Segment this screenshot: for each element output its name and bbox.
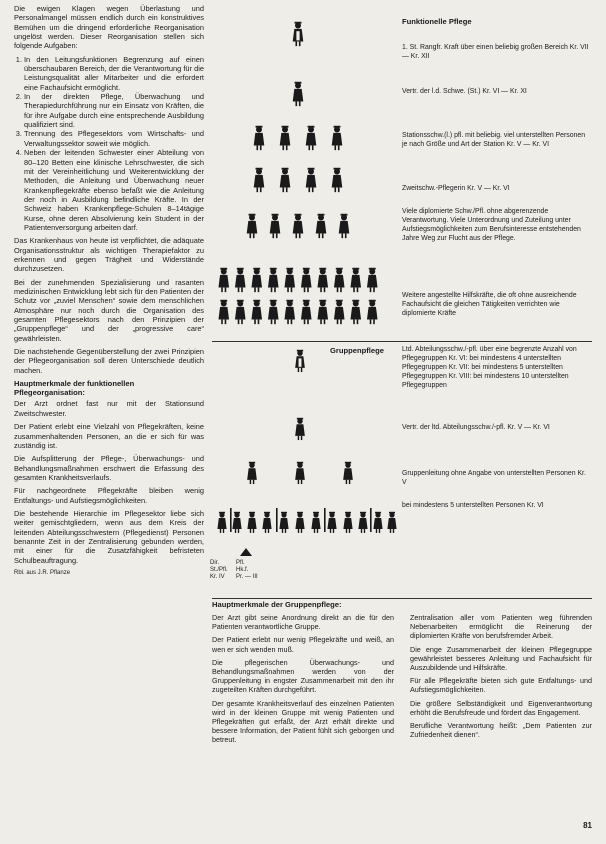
nurse-figure-icon — [247, 214, 258, 238]
nurse-figure-icon — [293, 22, 304, 46]
nurse-figure-icon — [284, 268, 295, 292]
task-item: 4. Neben der leitenden Schwester einer Abteilung von 80–120 Betten eine klinische Lehrschwester, die sich mit der Vereinheitlichung und Weiterentwicklung der Methoden, die Anleitung und Überwachung neuer Krankenpflegekräfte ebenso befaßt wie die Anleitung der noch in Ausbildung befindliche Kräfte. In der Schweiz haben Krankenpflege-Schulen 8–14tägige Kurse, ohne deren Absolvierung kein Student in der Patientenversorgung arbeiten darf. — [24, 148, 204, 232]
nurse-figure-icon — [279, 512, 288, 533]
nurse-figure-icon — [387, 512, 396, 533]
nurse-figure-icon — [295, 462, 305, 484]
group-level-1: Ltd. Abteilungsschw./-pfl. über eine begrenzte Anzahl von Pflegegruppen Kr. VI: bei mindestens 4 unterstellten Pflegegruppen Kr. VII: bei mindestens 5 unterstellten Pflegegruppen Kr. VIII: bei mindestens 10 unterstellten Pflegegruppen — [402, 346, 577, 389]
functional-level-3: Stationsschw.(l.) pfl. mit beliebig. viel unterstellten Personen je nach Größe und Art der Station Kr. V — Kr. VI — [402, 132, 586, 148]
nurse-figure-icon — [293, 214, 304, 238]
nurse-figure-icon — [306, 168, 317, 192]
paragraph: Der Patient erlebt eine Vielzahl von Pflegekräften, keine zusammenhaltenden Personen, an die er sich für was zuständig ist. — [14, 422, 204, 450]
section-divider — [212, 341, 592, 342]
functional-features-heading: Hauptmerkmale der funktionellen Pflegeorganisation: — [14, 379, 135, 398]
functional-level-4: Zweitschw.-Pflegerin Kr. V — Kr. VI — [402, 185, 510, 192]
group-separator — [324, 508, 326, 532]
group-features-col-2 — [410, 613, 592, 749]
nurse-figure-icon — [334, 300, 345, 324]
nurse-figure-icon — [268, 268, 279, 292]
paragraph: Die enge Zusammenarbeit der kleinen Pflegegruppe gewährleistet besseres Anleitung und Fachaufsicht für Auszubildende und Hilfskräfte. — [410, 644, 592, 673]
left-column — [14, 4, 204, 582]
nurse-figure-icon — [358, 512, 367, 533]
nurse-figure-icon — [295, 512, 304, 533]
nurse-figure-icon — [235, 300, 246, 324]
figure-legend — [210, 560, 270, 582]
paragraph: Für nachgeordnete Pflegekräfte bleiben wenig Entfaltungs- und Aufstiegsmöglichkeiten. — [14, 486, 204, 505]
nurse-figure-icon — [251, 300, 262, 324]
functional-pyramid — [210, 14, 390, 334]
nurse-figure-icon — [218, 300, 229, 324]
page-number: 81 — [583, 821, 592, 830]
nurse-figure-icon — [317, 300, 328, 324]
nurse-figure-icon — [327, 512, 336, 533]
nurse-figure-icon — [251, 268, 262, 292]
functional-level-1: 1. St. Rangfr. Kraft über einen beliebig großen Bereich Kr. VII — Kr. XII — [402, 44, 589, 60]
nurse-figure-icon — [295, 350, 305, 372]
paragraph: Berufliche Verantwortung heißt: „Dem Patienten zur Zufriedenheit dienen“. — [410, 721, 592, 740]
nurse-figure-icon — [254, 168, 265, 192]
nurse-figure-icon — [306, 126, 317, 150]
paragraph: Die Aufsplitterung der Pflege-, Überwachungs- und Behandlungsmaßnahmen erschwert die Erfassung des gesamten Krankheitsverlaufs. — [14, 454, 204, 482]
paragraph: Die nachstehende Gegenüberstellung der zwei Prinzipien der Pflegeorganisation soll deren Unterschiede deutlich machen. — [14, 347, 204, 375]
group-features-heading: Hauptmerkmale der Gruppenpflege: — [212, 600, 342, 609]
figure-svg — [210, 344, 400, 559]
nurse-figure-icon — [262, 512, 271, 533]
legend-row: St./Pfl. Hk.f. — [210, 567, 249, 574]
nurse-figure-icon — [284, 300, 295, 324]
paragraph: Der Arzt ordnet fast nur mit der Stationsund Zweitschwester. — [14, 399, 204, 418]
nurse-figure-icon — [293, 82, 304, 106]
nurse-figure-icon — [280, 126, 291, 150]
functional-level-2: Vertr. der l.d. Schwe. (St.) Kr. VI — Kr. XI — [402, 88, 527, 95]
paragraph: Bei der zunehmenden Spezialisierung und rasanten medizinischen Entwicklung lebt sich für den Patienten der Schutz vor „zuviel Menschen“ sowie dem menschlichen Atmosphäre nur noch durch die Organisation des gesamten Pflegesektors nach den Prinzipien der „Gruppenpflege“ und der „progressive care“ gewährleisten. — [14, 277, 204, 343]
nurse-figure-icon — [232, 512, 241, 533]
intro-paragraph: Die ewigen Klagen wegen Überlastung und Personalmangel müssen endlich durch ein konstruktives Bemühen um die dringend erforderliche Reorganisation ungelöst werden. Dieser Reorganisation stellen sich folgende Aufgaben: — [14, 4, 204, 51]
group-level-4: bei mindestens 5 unterstellten Personen Kr. VI — [402, 502, 544, 509]
nurse-figure-icon — [217, 512, 226, 533]
group-heading: Gruppenpflege — [330, 346, 385, 355]
triangle-marker-icon — [240, 548, 252, 556]
figure-svg — [210, 14, 390, 334]
group-level-2: Vertr. der ltd. Abteilungsschw./-pfl. Kr. V — Kr. VI — [402, 424, 550, 431]
paragraph: Der Patient erlebt nur wenig Pflegekräfte und weiß, an wen er sich wenden muß. — [212, 635, 394, 654]
nurse-figure-icon — [339, 214, 350, 238]
nurse-figure-icon — [295, 418, 305, 440]
nurse-figure-icon — [317, 268, 328, 292]
nurse-figure-icon — [247, 512, 256, 533]
footnote: Rbl. aus J.R. Pflanze — [14, 569, 71, 576]
nurse-figure-icon — [311, 512, 320, 533]
nurse-figure-icon — [332, 168, 343, 192]
legend-row: Kr. IV Pr. — III — [210, 574, 258, 581]
nurse-figure-icon — [235, 268, 246, 292]
task-item: 1. In den Leitungsfunktionen Begrenzung auf einen überschaubaren Bereich, der die Verantwortung für die Leistungsqualität aller Mitarbeiter und die erfordert eine Fachaufsicht ermöglicht. — [24, 55, 204, 92]
paragraph: Die bestehende Hierarchie im Pflegesektor liebe sich weiter gemischtgliedern, wenn aus dem Kreis der leitenden Abteilungsschwestern (Pflegedienst) Personen benannte Zeit in der Zentralisierung gebunden werden, mit einer für die Zusatzfähigkeit befristeten Schulbeauftragung. — [14, 508, 204, 565]
group-separator — [230, 508, 232, 532]
task-list — [14, 55, 204, 233]
paragraph: Das Krankenhaus von heute ist verpflichtet, die adäquate Organisationsstruktur als wichtigen Therapiefaktor zu erkennen und gegen Trägheit und Widerstände durchzusetzen. — [14, 236, 204, 274]
nurse-figure-icon — [247, 462, 257, 484]
nurse-figure-icon — [343, 512, 352, 533]
nurse-figure-icon — [367, 300, 378, 324]
paragraph: Die größere Selbständigkeit und Eigenverantwortung erhöht die Berufsfreude und fördert das Engagement. — [410, 698, 592, 717]
group-separator — [370, 508, 372, 532]
nurse-figure-icon — [332, 126, 343, 150]
nurse-figure-icon — [268, 300, 279, 324]
nurse-figure-icon — [301, 300, 312, 324]
task-item: 3. Trennung des Pflegesektors vom Wirtschafts- und Verwaltungssektor soweit wie möglich. — [24, 129, 204, 148]
nurse-figure-icon — [367, 268, 378, 292]
nurse-figure-icon — [373, 512, 382, 533]
group-features-col-1 — [212, 613, 394, 749]
group-organigram — [210, 344, 400, 559]
functional-level-5: Viele diplomierte Schw./Pfl. ohne abgerenzende Verantwortung. Viele Unterordnung und Zuteilung unter Aufstiegsmöglichkeiten zum Berufsinteresse entstehenden Jahre Weg zur Flucht aus der Pflege. — [402, 208, 581, 242]
nurse-figure-icon — [301, 268, 312, 292]
nurse-figure-icon — [316, 214, 327, 238]
group-level-3: Gruppenleitung ohne Angabe von unterstellten Personen Kr. V — [402, 470, 586, 486]
nurse-figure-icon — [350, 268, 361, 292]
paragraph: Der gesamte Krankheitsverlauf des einzelnen Patienten wird in der kleinen Gruppe mit wenig Patienten und Pflegekräften gut erfaßt, der Arzt erhält direkte und bessere Information, der Patient fühlt sich geborgen und betreut. — [212, 698, 394, 745]
section-divider — [212, 598, 592, 599]
group-features — [212, 600, 592, 749]
legend-row: Dir. Pfl. — [210, 560, 245, 566]
nurse-figure-icon — [343, 462, 353, 484]
nurse-figure-icon — [270, 214, 281, 238]
nurse-figure-icon — [254, 126, 265, 150]
paragraph: Für alle Pflegekräfte bieten sich gute Entfaltungs- und Aufstiegsmöglichkeiten. — [410, 676, 592, 695]
paragraph: Der Arzt gibt seine Anordnung direkt an die für den Patienten verantwortliche Gruppe. — [212, 613, 394, 632]
task-item: 2. In der direkten Pflege, Überwachung und Therapiedurchführung nur ein Einsatz von Kräften, die für ihre Aufgabe durch eine entsprechende Ausbildung qualifiziert sind. — [24, 92, 204, 129]
group-separator — [276, 508, 278, 532]
nurse-figure-icon — [280, 168, 291, 192]
nurse-figure-icon — [218, 268, 229, 292]
nurse-figure-icon — [334, 268, 345, 292]
functional-heading: Funktionelle Pflege — [402, 17, 472, 26]
paragraph: Zentralisation aller vom Patienten weg führenden Nebenarbeiten ermöglicht die Reinerung der diplomierten Kräfte von berufsfremder Arbeit. — [410, 613, 592, 641]
paragraph: Die pflegerischen Überwachungs- und Behandlungsmaßnahmen werden von der Gruppenleitung in engster Zusammenarbeit mit den ihr zugeteilten Kräften durchgeführt. — [212, 657, 394, 695]
functional-level-6: Weitere angestellte Hilfskräfte, die oft ohne ausreichende Fachaufsicht die gleichen Tätigkeiten verrichten wie diplomierte Kräfte — [402, 292, 577, 317]
nurse-figure-icon — [350, 300, 361, 324]
